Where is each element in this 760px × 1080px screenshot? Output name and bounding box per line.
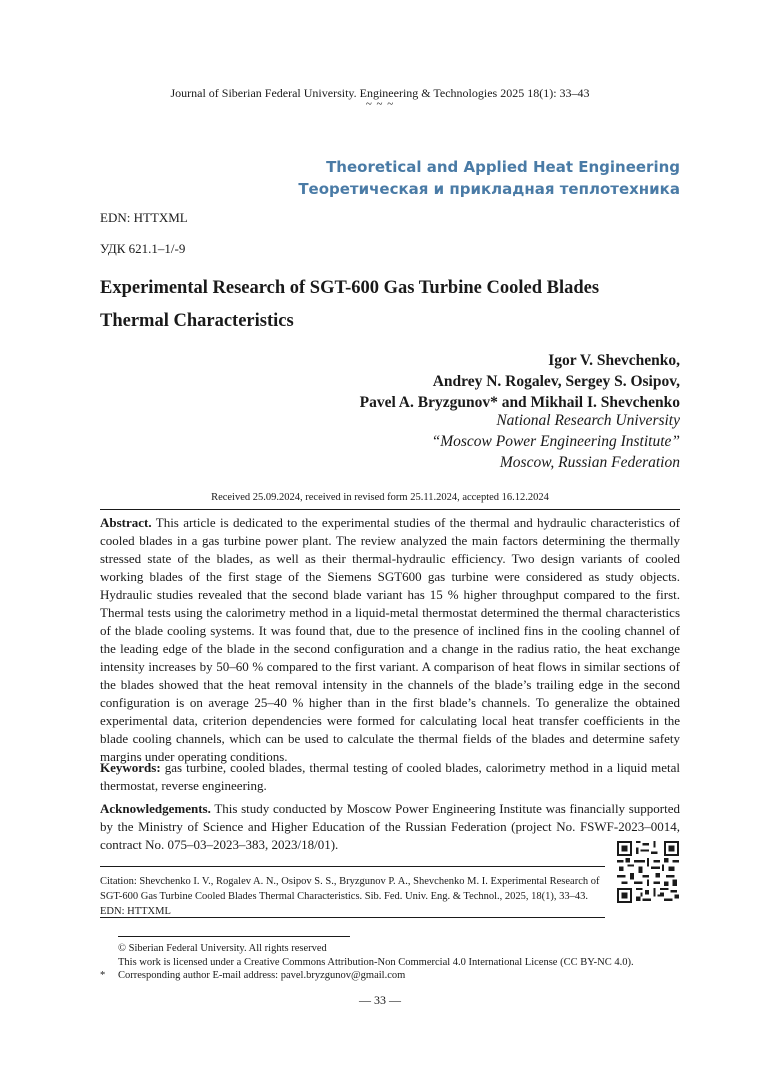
abstract-label: Abstract. xyxy=(100,515,152,530)
acknowledgements-label: Acknowledgements. xyxy=(100,801,211,816)
citation-bottom-rule xyxy=(100,917,605,918)
section-title-ru: Теоретическая и прикладная теплотехника xyxy=(298,180,680,198)
authors xyxy=(360,350,680,413)
journal-header: Journal of Siberian Federal University. Engineering & Technologies 2025 18(1): 33–43 xyxy=(170,86,590,100)
keywords-label: Keywords: xyxy=(100,760,161,775)
page-number: — 33 — xyxy=(359,993,401,1007)
keywords xyxy=(100,759,680,795)
received-dates: Received 25.09.2024, received in revised form 25.11.2024, accepted 16.12.2024 xyxy=(211,492,549,503)
corr-text: Corresponding author E-mail address: pavel.bryzgunov@gmail.com xyxy=(118,970,406,981)
affiliation xyxy=(432,410,680,473)
copyright-notice xyxy=(118,942,688,970)
affiliation-line-2: “Moscow Power Engineering Institute” xyxy=(431,433,680,450)
citation: Citation: Shevchenko I. V., Rogalev A. N., Osipov S. S., Bryzgunov P. A., Shevchenko M. I. Experimental Research of SGT-600 Gas Turbine Cooled Blades Thermal Characteristics. Sib. Fed. Univ. Eng. & Technol., 2025, 18(1), 33–43. EDN: HTTXML xyxy=(100,876,600,917)
keywords-text: gas turbine, cooled blades, thermal testing of cooled blades, calorimetry method in a liquid metal thermostat, reverse engineering. xyxy=(100,760,681,793)
acknowledgements-text: This study conducted by Moscow Power Engineering Institute was financially supported by the Ministry of Science and Higher Education of the Russian Federation (project No. FSWF-2023–0014, contract No. 075–03–2023–383, 2023/18/01). xyxy=(100,801,680,852)
affiliation-line-1: National Research University xyxy=(496,412,680,429)
header-ornament: ~ ~ ~ xyxy=(365,98,395,110)
title-line-1: Experimental Research of SGT-600 Gas Turbine Cooled Blades xyxy=(100,278,600,298)
edn-code: EDN: HTTXML xyxy=(100,210,188,225)
license-line: This work is licensed under a Creative Commons Attribution-Non Commercial 4.0 International License (CC BY-NC 4.0). xyxy=(118,957,634,968)
article-title xyxy=(100,272,680,338)
affiliation-line-3: Moscow, Russian Federation xyxy=(499,454,680,471)
citation-top-rule xyxy=(100,866,605,867)
udk-code: УДК 621.1–1/-9 xyxy=(100,241,186,256)
section-title-en: Theoretical and Applied Heat Engineering xyxy=(326,158,680,176)
abstract-text: This article is dedicated to the experimental studies of the thermal and hydraulic characteristics of cooled blades in a gas turbine power plant. The review analyzed the main factors determining the thermally stressed state of the blades, as well as their thermal-hydraulic efficiency. Two design variants of cooled working blades of the first stage of the Siemens SGT600 gas turbine were considered as study objects. Hydraulic studies revealed that the second blade variant has 15 % higher throughput compared to the first. Thermal tests using the calorimetry method in a liquid-metal thermostat determined the thermal characteristics of the blade cooling systems. It was found that, due to the presence of inclined fins in the cooling channel of the leading edge of the blade in the second configuration and a change in the radius ratio, the heat exchange intensity increases by 50–60 % compared to the first variant. A comparison of heat flows in similar sections of the blades showed that the heat removal intensity in the channels of the blade’s trailing edge in the second configuration is on average 25–40 % higher than in the first blade’s channels. To generalize the obtained experimental data, criterion dependencies were formed for calculating local heat transfer coefficients in the blade cooling channels, which can be used to calculate the thermal fields of the blades and determine safety margins under operating conditions. xyxy=(100,515,680,764)
divider xyxy=(100,509,680,510)
qr-code xyxy=(617,841,679,903)
corresponding-author xyxy=(100,970,405,981)
corr-mark: * xyxy=(100,970,106,981)
copyright-line: © Siberian Federal University. All rights reserved xyxy=(118,943,327,954)
footnote-rule xyxy=(118,936,350,937)
abstract xyxy=(100,514,680,766)
authors-line-2: Andrey N. Rogalev, Sergey S. Osipov, xyxy=(432,373,680,390)
authors-line-3: Pavel A. Bryzgunov* and Mikhail I. Shevchenko xyxy=(359,394,680,411)
authors-line-1: Igor V. Shevchenko, xyxy=(548,352,680,369)
acknowledgements xyxy=(100,800,680,854)
title-line-2: Thermal Characteristics xyxy=(100,311,294,331)
